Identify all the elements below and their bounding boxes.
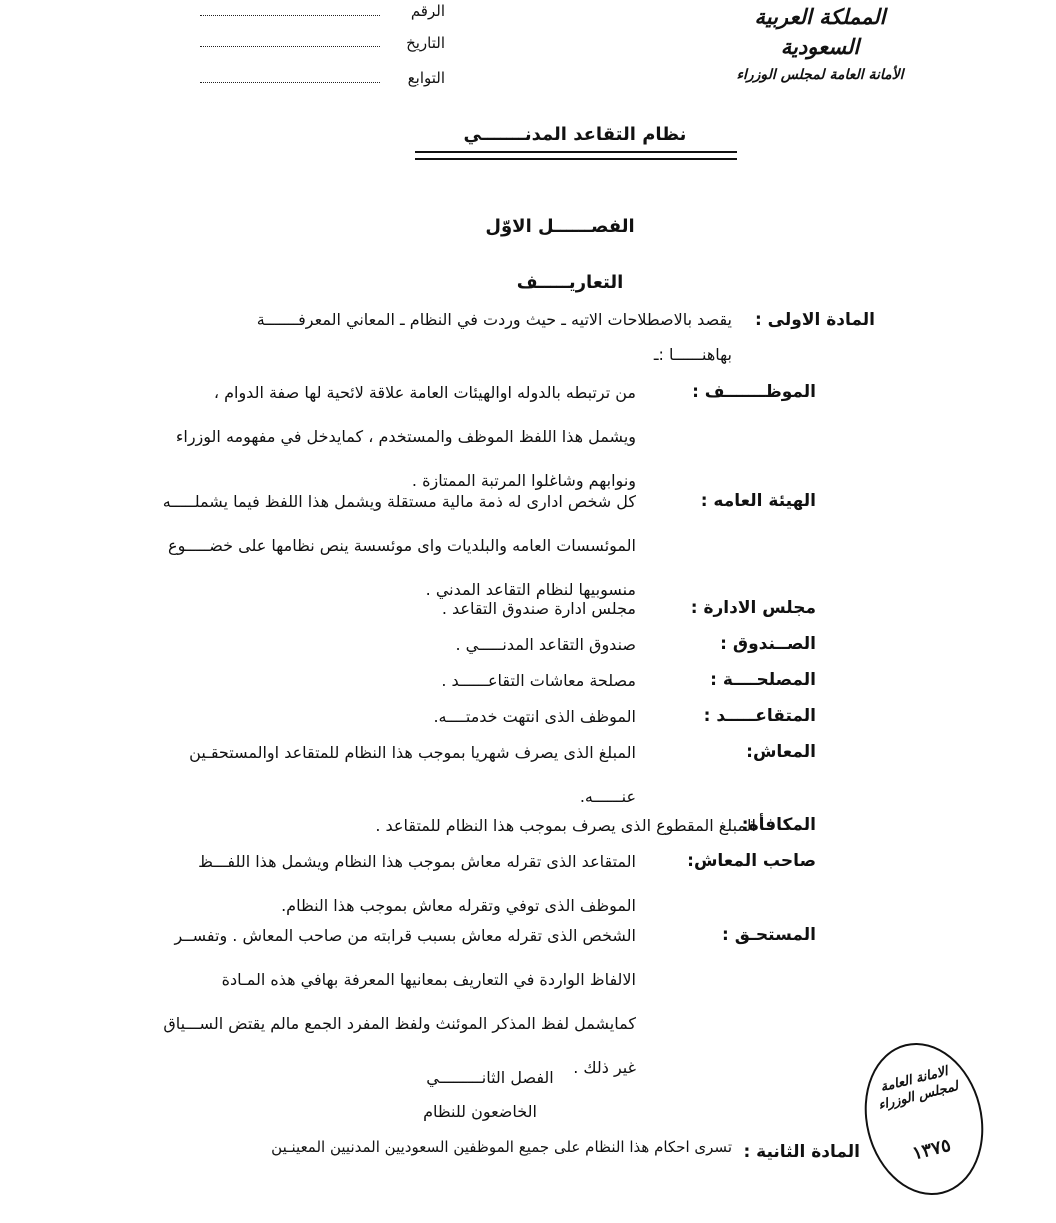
term-retiree: المتقاعـــــد : xyxy=(703,706,816,726)
term-board: مجلس الادارة : xyxy=(690,598,816,618)
term-department: المصلحــــة : xyxy=(710,670,816,690)
definition-line: الموظف الذى توفي وتقرله معاش بموجب هذا النظام. xyxy=(281,896,636,915)
field-label-attachments: التوابع xyxy=(407,69,445,87)
chapter1-subtitle: التعاريـــــف xyxy=(516,272,624,293)
definition-line: مصلحة معاشات التقاعــــــد . xyxy=(441,671,636,690)
definition-line: الموظف الذى انتهت خدمتــــه. xyxy=(433,707,636,726)
term-beneficiary: المستحـق : xyxy=(722,925,816,945)
definition-line: مجلس ادارة صندوق التقاعد . xyxy=(441,599,636,618)
definition-line: الالفاظ الواردة في التعاريف بمعانيها المعرفة بهافي هذه المـادة xyxy=(221,970,636,989)
definition-line: منسوبيها لنظام التقاعد المدني . xyxy=(425,580,636,599)
article2-text: تسرى احكام هذا النظام على جميع الموظفين السعوديين المدنيين المعينـين xyxy=(271,1138,732,1156)
term-pension-holder: صاحب المعاش: xyxy=(687,851,816,871)
chapter2-subtitle: الخاضعون للنظام xyxy=(423,1102,537,1121)
definition-line: من ترتبطه بالدوله اوالهيئات العامة علاقة لائحية لها صفة الدوام ، xyxy=(213,383,636,402)
field-label-number: الرقم xyxy=(410,2,445,20)
field-line-number xyxy=(200,3,380,16)
definition-line: المتقاعد الذى تقرله معاش بموجب هذا النظام ويشمل هذا اللفـــظ xyxy=(198,852,636,871)
page-title: نظام التقاعد المدنـــــــي xyxy=(463,124,687,145)
letterhead-office: الأمانة العامة لمجلس الوزراء xyxy=(736,67,904,83)
definition-line: عنــــــه. xyxy=(579,787,636,806)
stamp-text: الامانة العامة لمجلس الوزراء xyxy=(876,1064,960,1114)
title-underline xyxy=(415,151,737,160)
definition-line: كمايشمل لفظ المذكر الموئنث ولفظ المفرد الجمع مالم يقتض الســـياق xyxy=(163,1014,636,1033)
article1-label: المادة الاولى : xyxy=(754,310,875,330)
letterhead-country: المملكة العربية السعودية xyxy=(754,4,886,59)
article1-text-line2: بهاهنــــــا :ـ xyxy=(653,345,732,364)
definition-line: صندوق التقاعد المدنـــــي . xyxy=(455,635,636,654)
definition-line: ونوابهم وشاغلوا المرتبة الممتازة . xyxy=(411,471,636,490)
chapter2-title: الفصل الثانـــــــــي xyxy=(426,1068,554,1087)
term-pension: المعاش: xyxy=(746,742,816,762)
definition-line: كل شخص ادارى له ذمة مالية مستقلة ويشمل هذا اللفظ فيما يشملـــــه xyxy=(162,492,636,511)
term-reward: المكافأة: xyxy=(741,815,816,835)
definition-beneficiary xyxy=(116,914,636,1090)
stamp-year: ١٣٧٥ xyxy=(910,1134,953,1165)
definition-line: الشخص الذى تقرله معاش بسبب قرابته من صاحب المعاش . وتفســر xyxy=(174,926,636,945)
term-employee: الموظـــــــف : xyxy=(692,382,816,402)
field-label-date: التاريخ xyxy=(406,34,445,52)
definition-line: المبلغ المقطوع الذى يصرف بموجب هذا النظام للمتقاعد . xyxy=(375,816,756,835)
term-fund: الصــندوق : xyxy=(720,634,816,654)
definition-line: المبلغ الذى يصرف شهريا بموجب هذا النظام للمتقاعد اوالمستحقـين xyxy=(189,743,636,762)
article2-label: المادة الثانية : xyxy=(743,1142,860,1162)
chapter1-title: الفصــــــل الاوّل xyxy=(485,216,635,237)
field-line-attachments xyxy=(200,70,380,83)
definition-line: ويشمل هذا اللفظ الموظف والمستخدم ، كمايدخل في مفهومه الوزراء xyxy=(175,427,636,446)
official-stamp xyxy=(849,1030,999,1207)
letterhead xyxy=(720,2,920,88)
definition-line: غير ذلك . xyxy=(573,1058,636,1077)
term-public-body: الهيئة العامه : xyxy=(700,491,816,511)
article1-text-line1: يقصد بالاصطلاحات الاتيه ـ حيث وردت في النظام ـ المعاني المعرفـــــــة xyxy=(256,310,732,329)
definition-line: الموئسسات العامه والبلديات واى موئسسة ينص نظامها على خضـــــوع xyxy=(168,536,636,555)
field-line-date xyxy=(200,34,380,47)
